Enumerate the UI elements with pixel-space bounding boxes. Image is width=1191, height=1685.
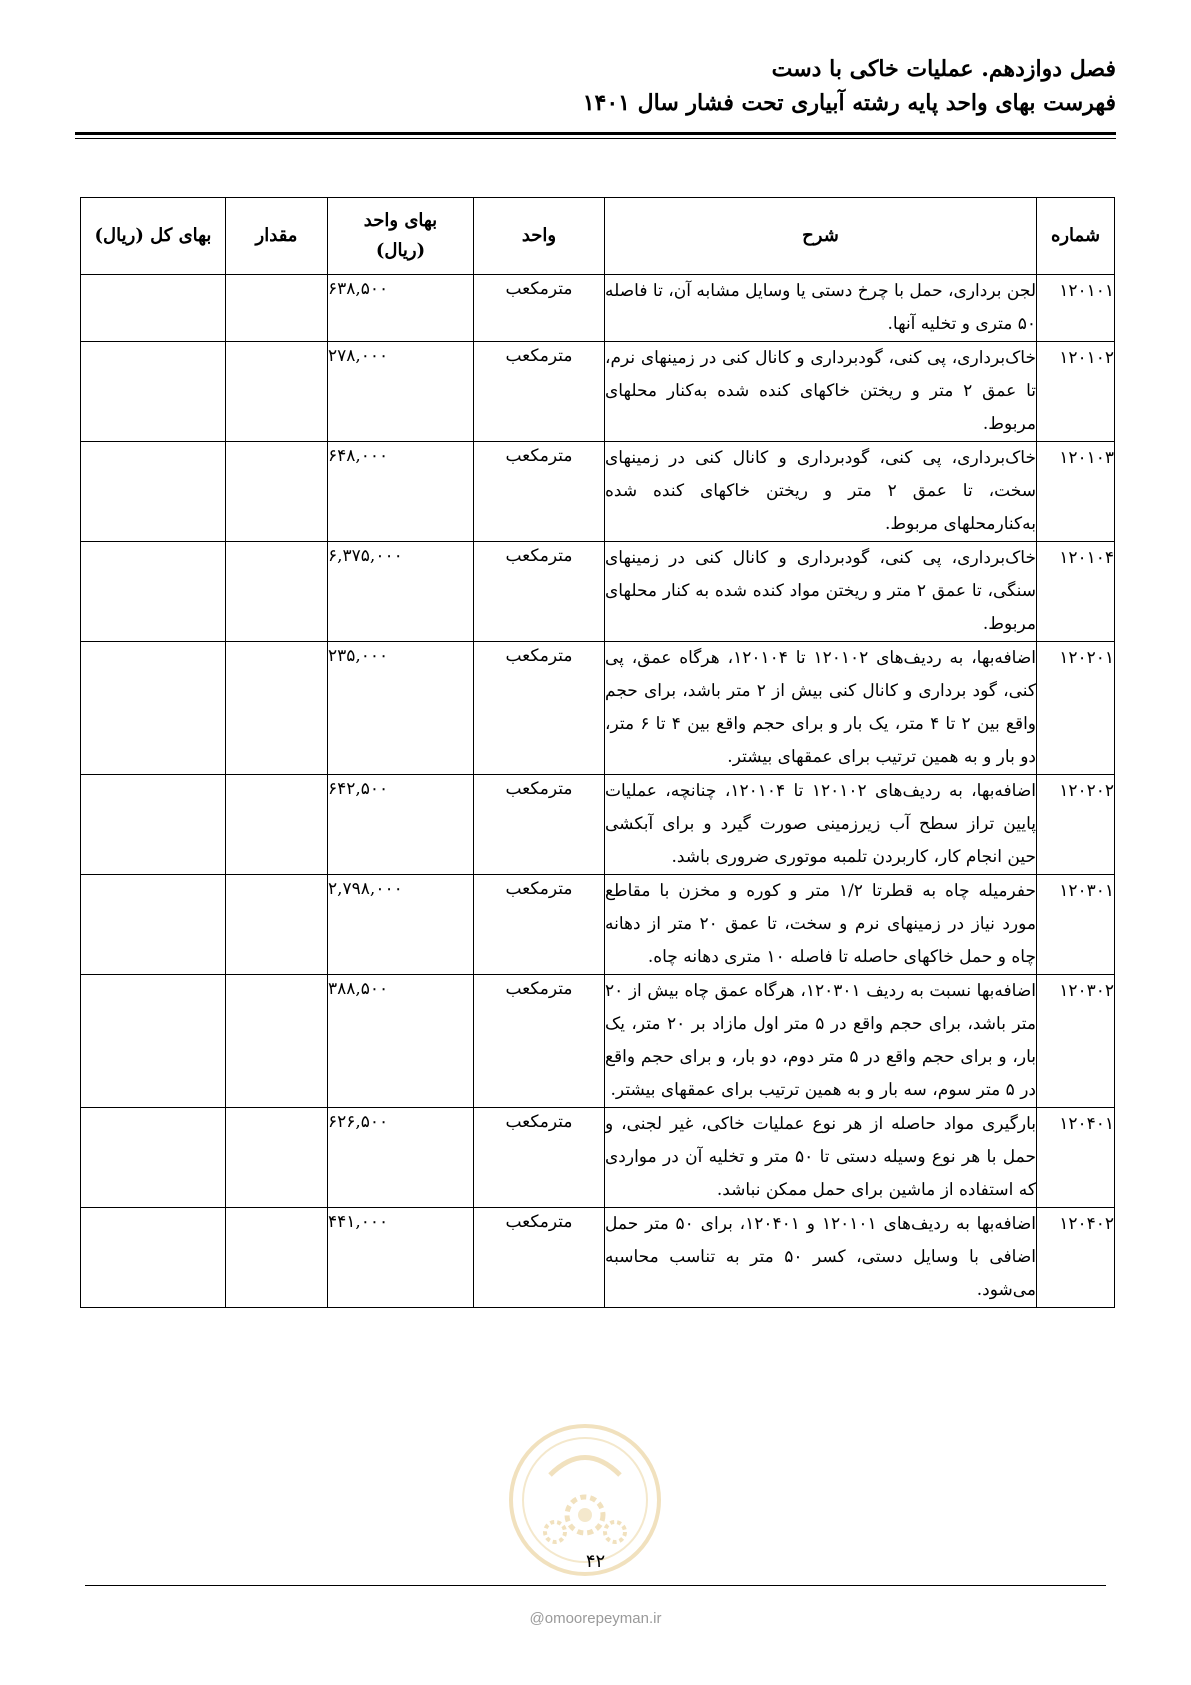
- column-header-total: بهای کل (ریال): [81, 198, 226, 275]
- item-total-price: [81, 1208, 226, 1308]
- unit-price-label: بهای واحد: [363, 210, 438, 231]
- footer-website: @omoorepeyman.ir: [529, 1610, 662, 1627]
- item-description: اضافه‌بها نسبت به ردیف ۱۲۰۳۰۱، هرگاه عمق چاه بیش از ۲۰ متر باشد، برای حجم واقع در ۵ متر اول مازاد بر ۲۰ متر، یک بار، و برای حجم واقع در ۵ متر دوم، دو بار، و برای حجم واقع در ۵ متر سوم، سه بار و به همین ترتیب برای عمقهای بیشتر.: [605, 975, 1037, 1108]
- item-unit-price: ۶,۳۷۵,۰۰۰: [328, 542, 474, 642]
- table-row: [81, 875, 1115, 975]
- item-number: ۱۲۰۴۰۲: [1037, 1208, 1115, 1308]
- item-unit: مترمکعب: [474, 775, 605, 875]
- table-row: [81, 1208, 1115, 1308]
- item-total-price: [81, 1108, 226, 1208]
- item-description: لجن برداری، حمل با چرخ دستی یا وسایل مشابه آن، تا فاصله ۵۰ متری و تخلیه آنها.: [605, 275, 1037, 342]
- item-quantity: [226, 975, 328, 1108]
- footer-rule: [85, 1585, 1106, 1586]
- item-total-price: [81, 975, 226, 1108]
- item-unit: مترمکعب: [474, 442, 605, 542]
- column-header-unit: واحد: [474, 198, 605, 275]
- table-row: [81, 442, 1115, 542]
- item-total-price: [81, 642, 226, 775]
- item-total-price: [81, 775, 226, 875]
- unit-price-currency: (ریال): [375, 240, 426, 261]
- item-quantity: [226, 542, 328, 642]
- item-number: ۱۲۰۳۰۲: [1037, 975, 1115, 1108]
- item-number: ۱۲۰۲۰۲: [1037, 775, 1115, 875]
- item-total-price: [81, 875, 226, 975]
- item-number: ۱۲۰۱۰۴: [1037, 542, 1115, 642]
- item-number: ۱۲۰۳۰۱: [1037, 875, 1115, 975]
- item-number: ۱۲۰۱۰۳: [1037, 442, 1115, 542]
- item-unit: مترمکعب: [474, 1108, 605, 1208]
- item-quantity: [226, 775, 328, 875]
- table-row: [81, 775, 1115, 875]
- item-description: اضافه‌بها، به ردیف‌های ۱۲۰۱۰۲ تا ۱۲۰۱۰۴، هرگاه عمق، پی کنی، گود برداری و کانال کنی بیش از ۲ متر باشد، برای حجم واقع بین ۲ تا ۴ متر، یک بار و برای حجم واقع بین ۴ تا ۶ متر، دو بار و به همین ترتیب برای عمقهای بیشتر.: [605, 642, 1037, 775]
- item-unit: مترمکعب: [474, 642, 605, 775]
- item-unit: مترمکعب: [474, 275, 605, 342]
- item-quantity: [226, 642, 328, 775]
- item-description: اضافه‌بها، به ردیف‌های ۱۲۰۱۰۲ تا ۱۲۰۱۰۴، چنانچه، عملیات پایین تراز سطح آب زیرزمینی صورت گیرد و برای آبکشی حین انجام کار، کاربردن تلمبه موتوری ضروری باشد.: [605, 775, 1037, 875]
- item-description: خاک‌برداری، پی کنی، گودبرداری و کانال کنی در زمینهای نرم، تا عمق ۲ متر و ریختن خاکهای کنده شده به‌کنار محلهای مربوط.: [605, 342, 1037, 442]
- item-quantity: [226, 275, 328, 342]
- item-unit: مترمکعب: [474, 1208, 605, 1308]
- table-row: [81, 1108, 1115, 1208]
- item-unit-price: ۳۸۸,۵۰۰: [328, 975, 474, 1108]
- item-total-price: [81, 542, 226, 642]
- item-unit: مترمکعب: [474, 542, 605, 642]
- item-unit-price: ۶۴۲,۵۰۰: [328, 775, 474, 875]
- item-quantity: [226, 442, 328, 542]
- price-table: [80, 197, 1115, 1308]
- item-unit-price: ۶۲۶,۵۰۰: [328, 1108, 474, 1208]
- item-number: ۱۲۰۱۰۱: [1037, 275, 1115, 342]
- page-header: [75, 52, 1116, 120]
- chapter-title: فصل دوازدهم. عملیات خاکی با دست: [771, 56, 1116, 82]
- item-unit-price: ۲,۷۹۸,۰۰۰: [328, 875, 474, 975]
- item-unit-price: ۶۳۸,۵۰۰: [328, 275, 474, 342]
- item-description: خاک‌برداری، پی کنی، گودبرداری و کانال کنی در زمینهای سنگی، تا عمق ۲ متر و ریختن مواد کنده شده به کنار محلهای مربوط.: [605, 542, 1037, 642]
- table-header-row: [81, 198, 1115, 275]
- item-description: بارگیری مواد حاصله از هر نوع عملیات خاکی، غیر لجنی، و حمل با هر نوع وسیله دستی تا ۵۰ متر و تخلیه آن در مواردی که استفاده از ماشین برای حمل ممکن نباشد.: [605, 1108, 1037, 1208]
- header-rule-thin: [75, 138, 1116, 139]
- item-unit: مترمکعب: [474, 975, 605, 1108]
- item-unit-price: ۲۳۵,۰۰۰: [328, 642, 474, 775]
- table-row: [81, 275, 1115, 342]
- item-unit-price: ۶۴۸,۰۰۰: [328, 442, 474, 542]
- item-unit-price: ۴۴۱,۰۰۰: [328, 1208, 474, 1308]
- column-header-description: شرح: [605, 198, 1037, 275]
- page-number: ۴۲: [585, 1551, 606, 1572]
- table-row: [81, 975, 1115, 1108]
- table-row: [81, 542, 1115, 642]
- column-header-unit-price: [328, 198, 474, 275]
- item-quantity: [226, 1208, 328, 1308]
- column-header-quantity: مقدار: [226, 198, 328, 275]
- item-unit: مترمکعب: [474, 875, 605, 975]
- item-unit-price: ۲۷۸,۰۰۰: [328, 342, 474, 442]
- item-quantity: [226, 1108, 328, 1208]
- table-row: [81, 642, 1115, 775]
- item-number: ۱۲۰۱۰۲: [1037, 342, 1115, 442]
- item-total-price: [81, 442, 226, 542]
- item-quantity: [226, 342, 328, 442]
- item-number: ۱۲۰۴۰۱: [1037, 1108, 1115, 1208]
- item-total-price: [81, 275, 226, 342]
- item-description: خاک‌برداری، پی کنی، گودبرداری و کانال کنی در زمینهای سخت، تا عمق ۲ متر و ریختن خاکهای کنده شده به‌کنارمحلهای مربوط.: [605, 442, 1037, 542]
- column-header-number: شماره: [1037, 198, 1115, 275]
- table-row: [81, 342, 1115, 442]
- item-total-price: [81, 342, 226, 442]
- item-description: حفرمیله چاه به قطرتا ۱/۲ متر و کوره و مخزن با مقاطع مورد نیاز در زمینهای نرم و سخت، تا عمق ۲۰ متر از دهانه چاه و حمل خاکهای حاصله تا فاصله ۱۰ متری دهانه چاه.: [605, 875, 1037, 975]
- item-unit: مترمکعب: [474, 342, 605, 442]
- item-number: ۱۲۰۲۰۱: [1037, 642, 1115, 775]
- book-title: فهرست بهای واحد پایه رشته آبیاری تحت فشار سال ۱۴۰۱: [582, 90, 1116, 116]
- header-rule: [75, 132, 1116, 135]
- table-body: [81, 275, 1115, 1308]
- item-description: اضافه‌بها به ردیف‌های ۱۲۰۱۰۱ و ۱۲۰۴۰۱، برای ۵۰ متر حمل اضافی با وسایل دستی، کسر ۵۰ متر به تناسب محاسبه می‌شود.: [605, 1208, 1037, 1308]
- item-quantity: [226, 875, 328, 975]
